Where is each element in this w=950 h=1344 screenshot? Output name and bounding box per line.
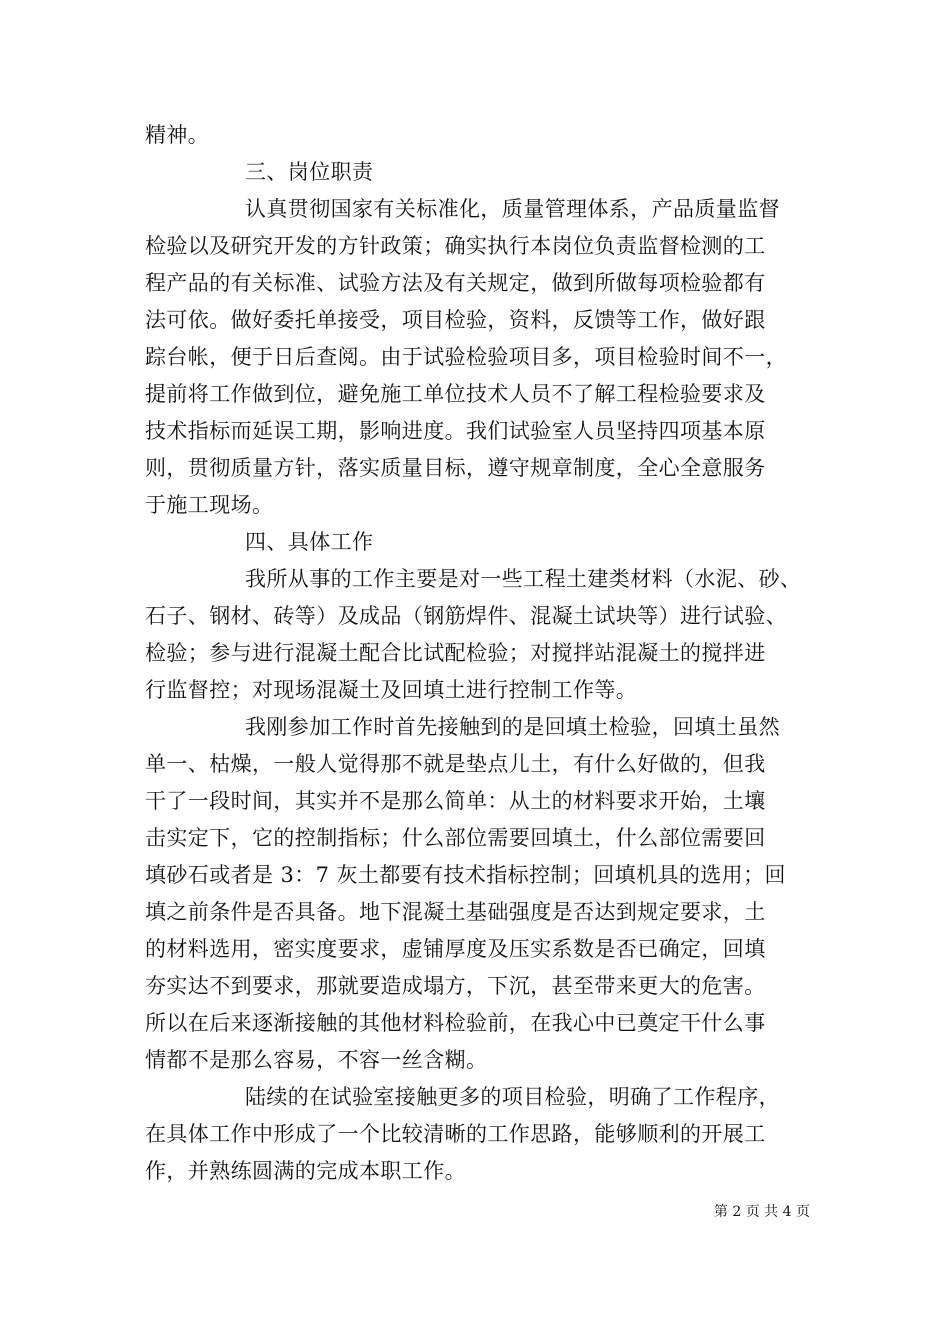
text-line: 技术指标而延误工期，影响进度。我们试验室人员坚持四项基本原 [145,419,766,443]
text-line: 的材料选用，密实度要求，虚铺厚度及压实系数是否已确定，回填 [145,937,766,961]
text-line: 击实定下，它的控制指标；什么部位需要回填土，什么部位需要回 [145,826,766,850]
text-line: 我所从事的工作主要是对一些工程土建类材料（水泥、砂、 [245,567,802,591]
text-line: 我刚参加工作时首先接触到的是回填土检验，回填土虽然 [245,715,780,739]
text-line: 填砂石或者是 3：7 灰土都要有技术指标控制；回填机具的选用；回 [145,863,786,887]
text-line: 作，并熟练圆满的完成本职工作。 [145,1159,466,1183]
text-line: 精神。 [145,123,210,147]
text-line: 则，贯彻质量方针，落实质量目标，遵守规章制度，全心全意服务 [145,456,766,480]
text-line: 踪台帐，便于日后查阅。由于试验检验项目多，项目检验时间不一， [145,345,787,369]
text-line: 认真贯彻国家有关标准化，质量管理体系，产品质量监督 [245,197,780,221]
text-line: 情都不是那么容易，不容一丝含糊。 [145,1048,488,1072]
text-line: 在具体工作中形成了一个比较清晰的工作思路，能够顺利的开展工 [145,1122,766,1146]
text-line: 石子、钢材、砖等）及成品（钢筋焊件、混凝土试块等）进行试验、 [145,604,787,628]
text-line: 夯实达不到要求，那就要造成塌方，下沉，甚至带来更大的危害。 [145,974,766,998]
body-text [145,117,815,1190]
text-line: 所以在后来逐渐接触的其他材料检验前，在我心中已奠定干什么事 [145,1011,766,1035]
text-line: 行监督控；对现场混凝土及回填土进行控制工作等。 [145,678,638,702]
text-line: 程产品的有关标准、试验方法及有关规定，做到所做每项检验都有 [145,271,766,295]
text-line: 于施工现场。 [145,493,274,517]
text-line: 干了一段时间，其实并不是那么简单：从土的材料要求开始，土壤 [145,789,766,813]
page-number-footer: 第 2 页 共 4 页 [713,1204,810,1220]
text-line: 检验；参与进行混凝土配合比试配检验；对搅拌站混凝土的搅拌进 [145,641,766,665]
text-line: 单一、枯燥，一般人觉得那不就是垫点儿土，有什么好做的，但我 [145,752,766,776]
section-heading-duties: 三、岗位职责 [245,160,374,184]
text-line: 法可依。做好委托单接受，项目检验，资料，反馈等工作，做好跟 [145,308,766,332]
text-line: 提前将工作做到位，避免施工单位技术人员不了解工程检验要求及 [145,382,766,406]
text-line: 检验以及研究开发的方针政策；确实执行本岗位负责监督检测的工 [145,234,766,258]
text-line: 陆续的在试验室接触更多的项目检验，明确了工作程序， [245,1085,780,1109]
text-line: 填之前条件是否具备。地下混凝土基础强度是否达到规定要求，土 [145,900,766,924]
section-heading-work: 四、具体工作 [245,530,374,554]
